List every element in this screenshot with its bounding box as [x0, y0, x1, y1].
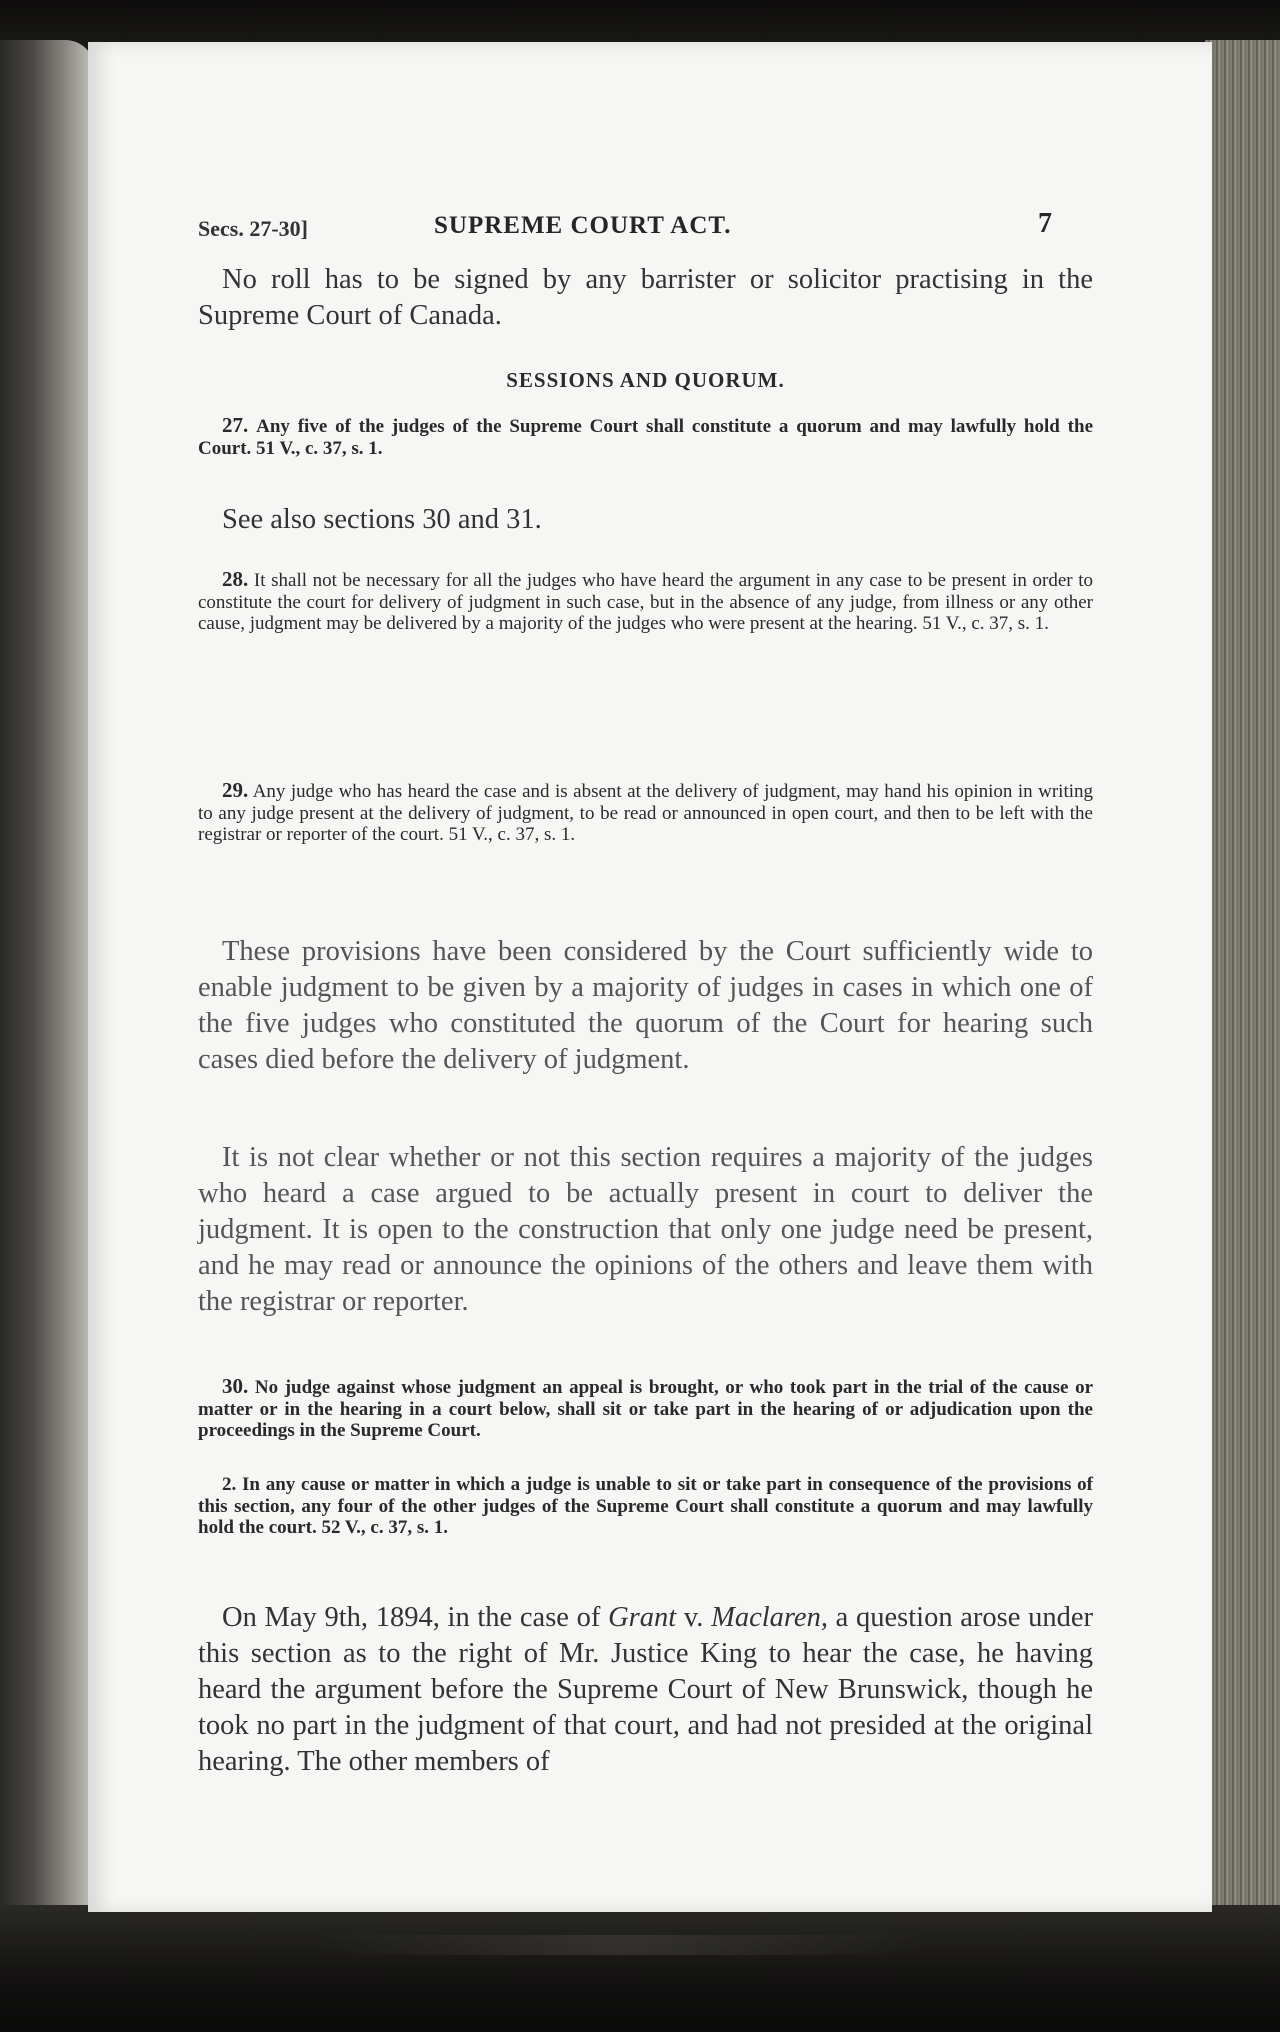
final-paragraph-start: On May 9th, 1894, in the case of — [222, 1602, 609, 1633]
scan-bottom-border — [0, 1905, 1280, 2032]
final-paragraph-rest: a question arose under this section as to the right of Mr. Justice King to hear the case, he having heard the argument before the Supreme Court of New Brunswick, though he took no part in the judgment of that court, and had not presided at the original hearing. The other members of — [198, 1602, 1093, 1777]
page-number: 7 — [1038, 208, 1052, 239]
section-30-subsection-2: 2. In any cause or matter in which a judge is unable to sit or take part in consequence of the provisions of this section, any four of the other judges of the Supreme Court shall constitute a quorum and may lawfully hold the court. 52 V., c. 37, s. 1. — [198, 1474, 1093, 1538]
section-30-number: 30. — [222, 1374, 249, 1398]
section-30-text: No judge against whose judgment an appeal is brought, or who took part in the trial of the cause or matter or in the hearing in a court below, shall sit or take part in the hearing of or adjudication upon the proceedings in the Supreme Court. — [198, 1377, 1094, 1441]
section-heading: SESSIONS AND QUORUM. — [506, 368, 785, 392]
final-paragraph — [198, 1600, 1093, 1780]
intro-paragraph: No roll has to be signed by any barrister or solicitor practising in the Supreme Court of Canada. — [198, 264, 1093, 331]
scan-artifact — [320, 1935, 920, 1955]
section-28 — [198, 569, 1093, 635]
section-29-text: Any judge who has heard the case and is absent at the delivery of judgment, may hand his opinion in writing to any judge present at the delivery of judgment, to be read or announced in open court, and then to be left with the registrar or reporter of the court. 51 V., c. 37, s. 1. — [198, 781, 1093, 845]
running-header — [198, 208, 1093, 248]
book-page — [88, 42, 1212, 1912]
section-27-text: Any five of the judges of the Supreme Court shall constitute a quorum and may lawfully hold the Court. 51 V., c. 37, s. 1. — [198, 416, 1094, 459]
page-edges — [1205, 40, 1280, 1920]
section-27-number: 27. — [222, 413, 249, 437]
see-also-note: See also sections 30 and 31. — [222, 504, 542, 535]
commentary-paragraph-1: These provisions have been considered by the Court sufficiently wide to enable judgment to be given by a majority of judges in cases in which one of the five judges who constituted the quorum of the Court for hearing such cases died before the delivery of judgment. — [198, 936, 1093, 1075]
case-versus: v. — [676, 1602, 712, 1633]
header-sections: Secs. 27-30] — [198, 216, 308, 241]
case-party-1: Grant — [608, 1602, 677, 1633]
commentary-paragraph-2: It is not clear whether or not this section requires a majority of the judges who heard a case argued to be actually present in court to deliver the judgment. It is open to the construction that only one judge need be present, and he may read or announce the opinions of the others and leave them with the registrar or reporter. — [198, 1142, 1093, 1317]
case-party-2: Maclaren, — [711, 1602, 828, 1633]
book-spine — [0, 40, 95, 1940]
section-29 — [198, 780, 1093, 846]
section-28-text: It shall not be necessary for all the judges who have heard the argument in any case to be present in order to constitute the court for delivery of judgment in such case, but in the absence of any judge, from illness or any other cause, judgment may be delivered by a majority of the judges who were present at the hearing. 51 V., c. 37, s. 1. — [198, 570, 1093, 634]
section-28-number: 28. — [222, 567, 249, 591]
section-29-number: 29. — [222, 778, 249, 802]
section-27 — [198, 415, 1093, 459]
header-title: SUPREME COURT ACT. — [434, 212, 732, 239]
section-30 — [198, 1376, 1093, 1442]
